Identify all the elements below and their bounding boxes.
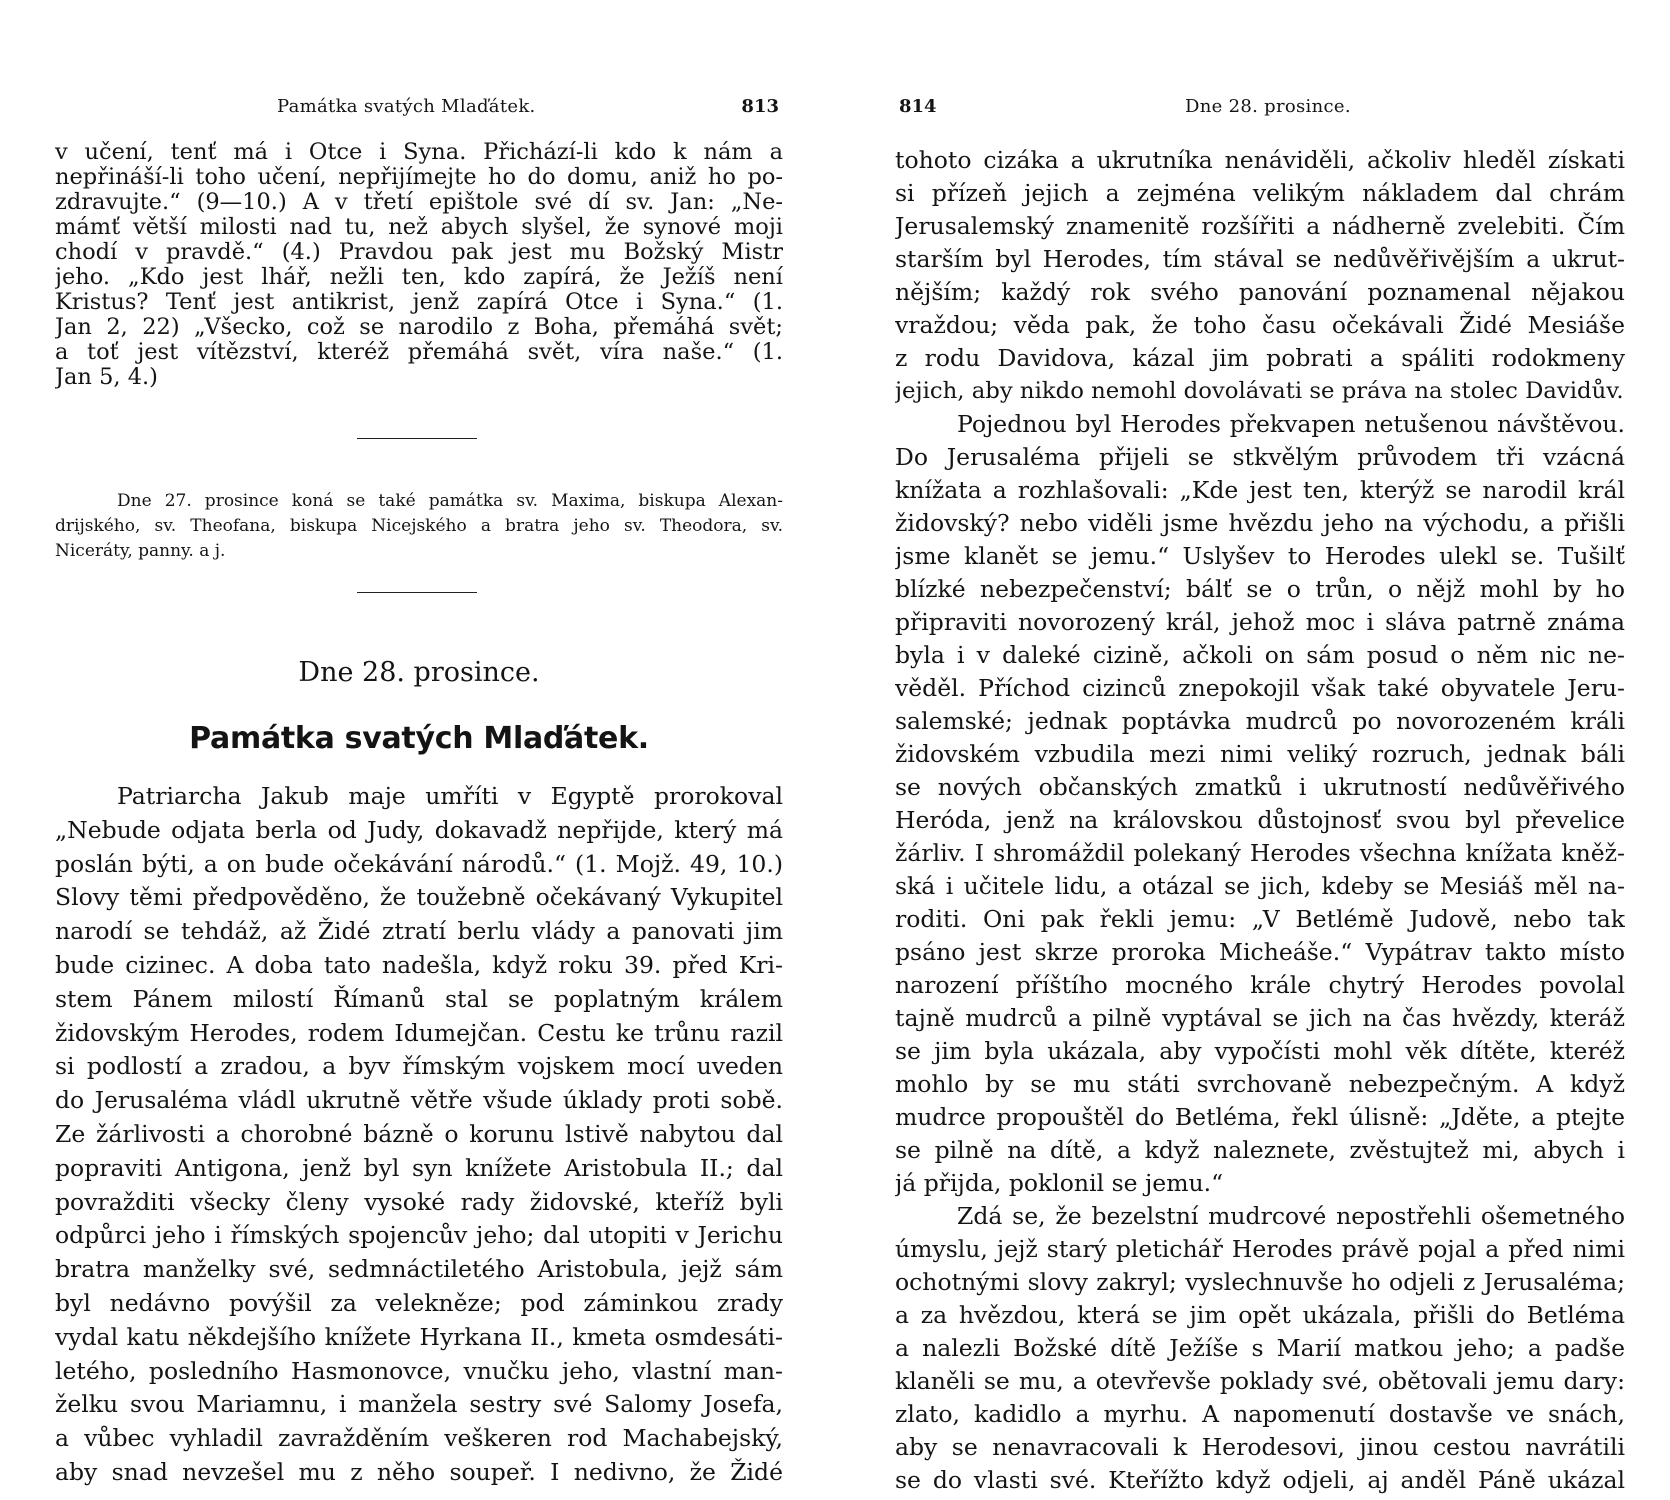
text-line: Pojednou byl Herodes překvapen netušenou návštěvou. [957,410,1625,438]
section-divider-2 [357,592,477,593]
text-line: byl nedávno povýšil za velekněze; pod záminkou zrady [55,1289,783,1317]
text-line: žárliv. I shromáždil polekaný Herodes všechna knížata kněž- [895,839,1625,867]
text-line: knížata a rozhlašovali: „Kde jest ten, kterýž se narodil král [895,476,1625,504]
text-line: se jim byla ukázala, aby vypočísti mohl věk dítěte, kteréž [895,1037,1625,1065]
text-line: Heróda, jenž na královskou důstojnosť svou byl převelice [895,806,1625,834]
note-line: Dne 27. prosince koná se také památka sv. Maxima, biskupa Alexan- [117,491,783,511]
running-head-left [55,96,783,124]
section-divider-1 [357,438,477,439]
text-line: si podlostí a zradou, a byv římským vojskem mocí uveden [55,1052,783,1081]
text-line: psáno jest skrze proroka Micheáše.“ Vypátrav takto místo [895,938,1625,966]
text-line: já přijda, poklonil se jemu.“ [895,1169,1224,1197]
text-line: a nalezli Božské dítě Ježíše s Marií matkou jeho; a padše [895,1334,1625,1362]
text-line: klaněli se mu, a otevřevše poklady své, obětovali jemu dary: [895,1367,1625,1395]
text-line: bratra manželky své, sedmnáctiletého Aristobula, jejž sám [55,1255,783,1284]
running-title-left: Památka svatých Mlaďátek. [277,96,536,117]
text-line: Jan 5, 4.) [55,364,158,390]
text-line: z rodu Davidova, kázal jim pobrati a spáliti rodokmeny [895,344,1625,372]
text-line: poslán býti, a on bude očekávání národů.“ (1. Mojž. 49, 10.) [55,849,783,878]
left-page [55,0,783,1500]
text-line: do Jerusaléma vládl ukrutně větře všude úklady proti sobě. [55,1086,783,1115]
page-number-right: 814 [899,96,937,117]
text-line: ochotnými slovy zakryl; vyslechnuvše ho odjeli z Jerusaléma; [895,1268,1625,1296]
text-line: vraždou; věda pak, že toho času očekávali Židé Mesiáše [895,311,1625,339]
text-line: připraviti novorozený král, jehož moc i sláva patrně známa [895,608,1625,636]
feast-heading: Památka svatých Mlaďátek. [189,721,649,756]
text-line: tajně mudrců a pilně vyptával se jich na čas hvězdy, kteráž [895,1004,1625,1032]
text-line: byla i v daleké cizině, ačkoli on sám posud o něm nic ne- [895,641,1625,669]
text-line: zlato, kadidlo a myrhu. A napomenutí dostavše ve snách, [895,1400,1625,1428]
text-line: Do Jerusaléma přijeli se stkvělým průvodem tři vzácná [895,443,1625,471]
text-line: Jerusalemský znamenitě rozšířiti a nádherně zvelebiti. Čím [895,212,1625,240]
text-line: aby se nenavracovali k Herodesovi, jinou cestou navrátili [895,1433,1625,1461]
right-page [895,0,1625,1500]
text-line: starším byl Herodes, tím stával se nedůvěřivějším a ukrut- [895,245,1625,273]
text-line: židovském vzbudila mezi nimi veliký rozruch, jednak báli [895,740,1625,768]
text-line: si přízeň jejich a zejména velikým nákladem dal chrám [895,179,1625,207]
text-line: se nových občanských zmatků i ukrutností nedůvěřivého [895,773,1625,801]
text-line: Zdá se, že bezelstní mudrcové nepostřehli ošemetného [957,1202,1625,1230]
text-line: jejich, aby nikdo nemohl dovolávati se práva na stolec Davidův. [895,378,1624,404]
text-line: Patriarcha Jakub maje umříti v Egyptě prorokoval [117,782,783,810]
note-line: Niceráty, panny. a j. [55,541,226,561]
text-line: mohlo by se mu státi svrchovaně nebezpečným. A když [895,1070,1625,1098]
text-line: stem Pánem milostí Římanů stal se poplatným králem [55,984,783,1013]
text-line: mudrce propouštěl do Betléma, řekl úlisně: „Jděte, a ptejte [895,1103,1625,1131]
text-line: úmyslu, jejž starý pletichář Herodes právě pojal a před nimi [895,1235,1625,1263]
page-number-left: 813 [741,96,779,117]
text-line: Slovy těmi předpověděno, že toužebně očekávaný Vykupitel [55,883,783,912]
text-line: a vůbec vyhladil zavražděním veškeren rod Machabejský, [55,1424,783,1453]
running-title-right: Dne 28. prosince. [1185,96,1351,117]
text-line: nepřináší-li toho učení, nepřijímejte ho do domu, aniž ho po- [55,164,783,190]
text-line: se do vlasti své. Kteřížto když odjeli, aj anděl Páně ukázal [895,1466,1625,1494]
text-line: židovským Herodes, rodem Idumejčan. Cestu ke trůnu razil [55,1018,783,1047]
text-line: narození příštího mocného krále chytrý Herodes povolal [895,971,1625,999]
text-line: jsme klanět se jemu.“ Uslyšev to Herodes ulekl se. Tušilť [895,542,1625,570]
text-line: salemské; jednak poptávka mudrců po novorozeném králi [895,707,1625,735]
note-line: drijského, sv. Theofana, biskupa Nicejského a bratra jeho sv. Theodora, sv. [55,516,783,536]
text-line: se pilně na dítě, a když naleznete, zvěstujtež mi, abych i [895,1136,1625,1164]
text-line: zdravujte.“ (9—10.) A v třetí epištole své dí sv. Jan: „Ne- [55,189,783,215]
text-line: židovský? nebo viděli jsme hvězdu jeho na východu, a přišli [895,509,1625,537]
text-line: jeho. „Kdo jest lhář, nežli ten, kdo zapírá, že Ježíš není [55,264,783,290]
text-line: Ze žárlivosti a chorobné bázně o korunu lstivě nabytou dal [55,1120,783,1148]
text-line: „Nebude odjata berla od Judy, dokavadž nepřijde, který má [55,815,783,844]
text-line: v učení, tenť má i Otce i Syna. Přichází-li kdo k nám a [55,139,783,165]
text-line: Jan 2, 22) „Všecko, což se narodilo z Boha, přemáhá svět; [55,314,783,340]
text-line: popraviti Antigona, jenž byl syn knížete Aristobula II.; dal [55,1153,783,1182]
text-line: a za hvězdou, která se jim opět ukázala, přišli do Betléma [895,1301,1625,1329]
text-line: letého, posledního Hasmonovce, vnučku jeho, vlastní man- [55,1356,783,1385]
text-line: narodí se tehdáž, až Židé ztratí berlu vlády a panovati jim [55,917,783,946]
text-line: roditi. Oni pak řekli jemu: „V Betlémě Judově, nebo tak [895,905,1625,933]
text-line: ská i učitele lidu, a otázal se jich, kdeby se Mesiáš měl na- [895,872,1625,900]
text-line: nějším; každý rok svého panování poznamenal nějakou [895,278,1625,306]
text-line: aby snad nevzešel mu z něho soupeř. I nedivno, že Židé [55,1458,783,1486]
text-line: povražditi všecky členy vysoké rady židovské, kteříž byli [55,1187,783,1216]
text-line: a toť jest vítězství, kteréž přemáhá svět, víra naše.“ (1. [55,339,783,365]
text-line: věděl. Příchod cizinců znepokojil však také obyvatele Jeru- [895,674,1625,702]
text-line: vydal katu někdejšího knížete Hyrkana II., kmeta osmdesáti- [55,1322,783,1351]
text-line: tohoto cizáka a ukrutníka nenáviděli, ačkoliv hleděl získati [895,146,1625,174]
text-line: bude cizinec. A doba tato nadešla, když roku 39. před Kri- [55,951,783,979]
date-heading: Dne 28. prosince. [298,657,540,688]
text-line: želku svou Mariamnu, i manžela sestry své Salomy Josefa, [55,1390,783,1419]
text-line: chodí v pravdě.“ (4.) Pravdou pak jest mu Božský Mistr [55,239,783,265]
running-head-right [895,96,1625,124]
text-line: Kristus? Tenť jest antikrist, jenž zapírá Otce i Syna.“ (1. [55,289,783,315]
text-line: mámť větší milosti nad tu, než abych slyšel, že synové moji [55,214,783,240]
text-line: blízké nebezpečenství; bálť se o trůn, o nějž mohl by ho [895,575,1625,603]
text-line: odpůrci jeho i římských spojencův jeho; dal utopiti v Jerichu [55,1221,783,1250]
